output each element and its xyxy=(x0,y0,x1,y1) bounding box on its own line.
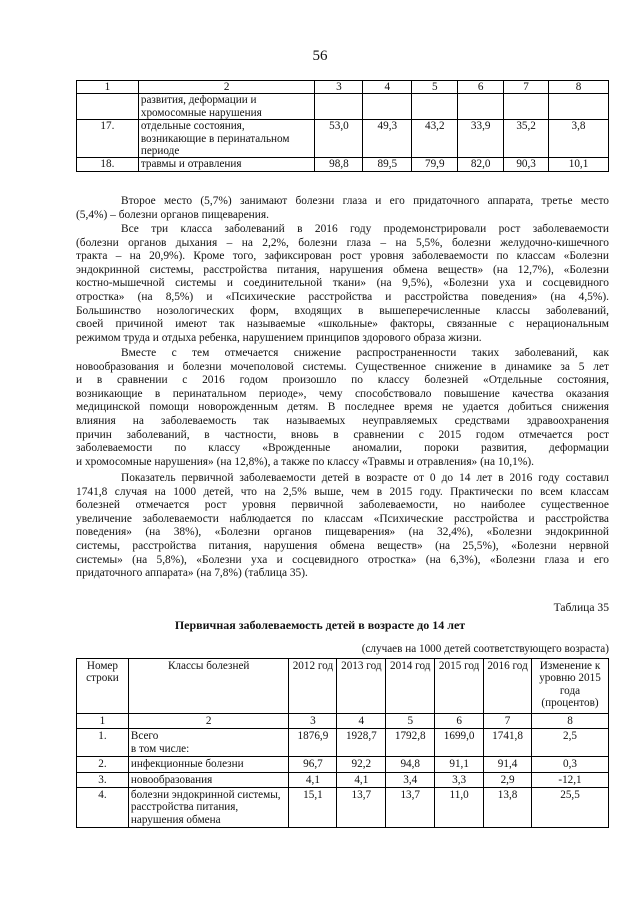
morbidity-table xyxy=(76,658,609,828)
text-line: поведения» (на 38%), «Болезни органов пищеварения» (на 32,4%), «Болезни эндокринной xyxy=(76,526,609,539)
text-line: системы» (на 5,8%), «Болезни уха и сосцевидного отростка» (на 6,3%), «Болезни глаза и его xyxy=(76,553,609,566)
row-name: травмы и отравления xyxy=(138,158,315,171)
text-line: Второе место (5,7%) занимают болезни глаза и его придаточного аппарата, третье место xyxy=(121,195,609,207)
cell-value: 94,8 xyxy=(386,757,435,772)
table-title: Первичная заболеваемость детей в возрасте до 14 лет xyxy=(174,618,466,632)
cell-value: 13,7 xyxy=(386,788,435,828)
row-number: 1. xyxy=(77,729,129,757)
text-line: (болезни органов дыхания – на 2,2%, болезни глаза – на 5,5%, болезни желудочно-кишечного xyxy=(76,236,609,249)
row-name: инфекционные болезни xyxy=(128,757,289,772)
text-line: влияния на заболеваемость так называемых неуправляемых средствами здравоохранения xyxy=(76,414,609,427)
cell-value xyxy=(504,94,549,120)
col-number: 4 xyxy=(363,81,412,94)
header-year: 2016 год xyxy=(484,659,532,714)
header-year: 2012 год xyxy=(289,659,337,714)
row-name: новообразования xyxy=(128,772,289,787)
cell-value: 96,7 xyxy=(289,757,337,772)
cell-value: 3,3 xyxy=(435,772,484,787)
col-number: 6 xyxy=(435,714,484,729)
text-line: Большинство нозологических форм, входящих в вышеперечисленные классы заболеваний, xyxy=(76,304,609,317)
text-line: возникающие в перинатальном периоде», чему способствовало повышение качества оказания xyxy=(76,387,609,400)
cell-value: 4,1 xyxy=(337,772,386,787)
paragraph-2 xyxy=(76,223,609,345)
row-number: 3. xyxy=(77,772,129,787)
table-row xyxy=(77,120,609,158)
cell-value: 53,0 xyxy=(315,120,363,158)
text-line: Вместе с тем отмечается снижение распространенности таких заболеваний, как xyxy=(121,347,609,359)
table-row xyxy=(77,772,609,787)
cell-value: 79,9 xyxy=(412,158,458,171)
col-number: 7 xyxy=(504,81,549,94)
text-line: медицинской помощи новорожденным детям. В последнее время не удается добиться снижения xyxy=(76,401,609,414)
cell-value: 92,2 xyxy=(337,757,386,772)
table-unit: (случаев на 1000 детей соответствующего возраста) xyxy=(361,643,609,655)
row-name-sub: в том числе: xyxy=(130,742,190,755)
paragraph-3 xyxy=(76,347,609,469)
col-number: 8 xyxy=(532,714,609,729)
row-number: 4. xyxy=(77,788,129,828)
col-number: 6 xyxy=(458,81,504,94)
cell-value: 13,8 xyxy=(484,788,532,828)
cell-value: 11,0 xyxy=(435,788,484,828)
cell-value: 15,1 xyxy=(289,788,337,828)
text-line: увеличение заболеваемости наблюдается по классам «Психические расстройства и расстройства xyxy=(76,512,609,525)
row-number: 17. xyxy=(77,120,139,158)
cell-value: 82,0 xyxy=(458,158,504,171)
col-number: 5 xyxy=(412,81,458,94)
table-header-row xyxy=(77,81,609,94)
text-line: отростка» (на 8,5%) и «Психические расстройства и расстройства поведения» (на 4,5%). xyxy=(76,290,609,303)
table-header-row xyxy=(77,659,609,714)
text-line: костно-мышечной системы и соединительной ткани» (на 9,5%), «Болезни уха и сосцевидного xyxy=(76,277,609,290)
paragraph-1 xyxy=(76,195,609,222)
cell-value: 3,8 xyxy=(549,120,609,158)
table-row xyxy=(77,158,609,171)
text-line: причин заболеваний, в частности, вновь в сравнении с 2015 годом отмечается рост xyxy=(76,428,609,441)
cell-value: 1876,9 xyxy=(289,729,337,757)
cell-value: 1741,8 xyxy=(484,729,532,757)
table-numbering-row xyxy=(77,714,609,729)
table-row xyxy=(77,757,609,772)
cell-value: 0,3 xyxy=(532,757,609,772)
cell-value: 25,5 xyxy=(532,788,609,828)
cell-value: 13,7 xyxy=(337,788,386,828)
row-name: отдельные состояния, возникающие в перинатальном периоде xyxy=(138,120,315,158)
table-row xyxy=(77,788,609,828)
cell-value xyxy=(315,94,363,120)
text-line: 1741,8 случая на 1000 детей, что на 2,5% выше, чем в 2015 году. Практически по всем классам xyxy=(76,485,609,498)
paragraph-4 xyxy=(76,472,609,581)
header-year: 2015 год xyxy=(435,659,484,714)
cell-value: 91,4 xyxy=(484,757,532,772)
cell-value: 3,4 xyxy=(386,772,435,787)
header-year: 2014 год xyxy=(386,659,435,714)
cell-value: 10,1 xyxy=(549,158,609,171)
header-change: Изменение к уровню 2015 года (процентов) xyxy=(532,659,609,714)
row-name-main: Всего xyxy=(130,730,159,743)
text-line: Все три класса заболеваний в 2016 году продемонстрировали рост заболеваемости xyxy=(121,223,609,235)
col-number: 2 xyxy=(128,714,289,729)
row-number: 2. xyxy=(77,757,129,772)
col-number: 8 xyxy=(549,81,609,94)
text-line: новообразования и болезни мочеполовой системы. Существенное снижение в динамике за 5 лет xyxy=(76,360,609,373)
text-line: и хромосомные нарушения» (на 12,8%), а также по классу «Травмы и отравления» (на 10,1%). xyxy=(76,455,534,468)
text-line: своей причиной имеют так называемые «школьные» факторы, связанные с нерациональным xyxy=(76,318,609,331)
cell-value: 90,3 xyxy=(504,158,549,171)
cell-value: 49,3 xyxy=(363,120,412,158)
col-number: 1 xyxy=(77,81,139,94)
page-number: 56 xyxy=(312,48,328,64)
row-name: болезни эндокринной системы, расстройства питания, нарушения обмена xyxy=(128,788,289,828)
cell-value: 2,5 xyxy=(532,729,609,757)
cell-value: 33,9 xyxy=(458,120,504,158)
cell-value xyxy=(549,94,609,120)
col-number: 2 xyxy=(138,81,315,94)
col-number: 4 xyxy=(337,714,386,729)
col-number: 7 xyxy=(484,714,532,729)
table-row xyxy=(77,729,609,757)
text-line: заболеваемости по классу «Врожденные аномалии, пороки развития, деформации xyxy=(76,442,609,455)
row-name xyxy=(128,729,289,757)
text-line: придаточного аппарата» (на 7,8%) (таблица 35). xyxy=(76,567,308,580)
cell-value: 89,5 xyxy=(363,158,412,171)
text-line: эндокринной системы, расстройства питания, нарушения обмена веществ» (на 12,7%), «Болезни xyxy=(76,263,609,276)
cell-value: 43,2 xyxy=(412,120,458,158)
cell-value: 98,8 xyxy=(315,158,363,171)
cell-value xyxy=(363,94,412,120)
cell-value xyxy=(458,94,504,120)
text-line: болезней отмечается рост уровня первичной заболеваемости, но наиболее существенное xyxy=(76,499,609,512)
header-classes: Классы болезней xyxy=(128,659,289,714)
table-number: Таблица 35 xyxy=(553,601,609,614)
cell-value: 1792,8 xyxy=(386,729,435,757)
text-line: системы, расстройства питания, нарушения обмена веществ» (на 25,5%), «Болезни нервной xyxy=(76,539,609,552)
col-number: 1 xyxy=(77,714,129,729)
col-number: 3 xyxy=(315,81,363,94)
text-line: (5,4%) – болезни органов пищеварения. xyxy=(76,208,269,221)
cell-value: 91,1 xyxy=(435,757,484,772)
row-number xyxy=(77,94,139,120)
table-row xyxy=(77,94,609,120)
text-line: тракта – на 20,9%). Кроме того, зафиксирован рост уровня заболеваемости по классам «Болезни xyxy=(76,250,609,263)
col-number: 3 xyxy=(289,714,337,729)
cell-value: 1699,0 xyxy=(435,729,484,757)
text-line: и в сравнении с 2016 годом произошло по классу болезней «Отдельные состояния, xyxy=(76,374,609,387)
header-row-number: Номер строки xyxy=(77,659,129,714)
row-number: 18. xyxy=(77,158,139,171)
cell-value xyxy=(412,94,458,120)
cell-value: 4,1 xyxy=(289,772,337,787)
col-number: 5 xyxy=(386,714,435,729)
cell-value: 2,9 xyxy=(484,772,532,787)
text-line: Показатель первичной заболеваемости детей в возрасте от 0 до 14 лет в 2016 году составил xyxy=(121,472,609,484)
cell-value: -12,1 xyxy=(532,772,609,787)
text-line: режимом труда и отдыха ребенка, нарушением принципов здорового образа жизни. xyxy=(76,331,482,344)
cell-value: 1928,7 xyxy=(337,729,386,757)
row-name: развития, деформации и хромосомные нарушения xyxy=(138,94,315,120)
cell-value: 35,2 xyxy=(504,120,549,158)
header-year: 2013 год xyxy=(337,659,386,714)
continuation-table xyxy=(76,80,609,172)
